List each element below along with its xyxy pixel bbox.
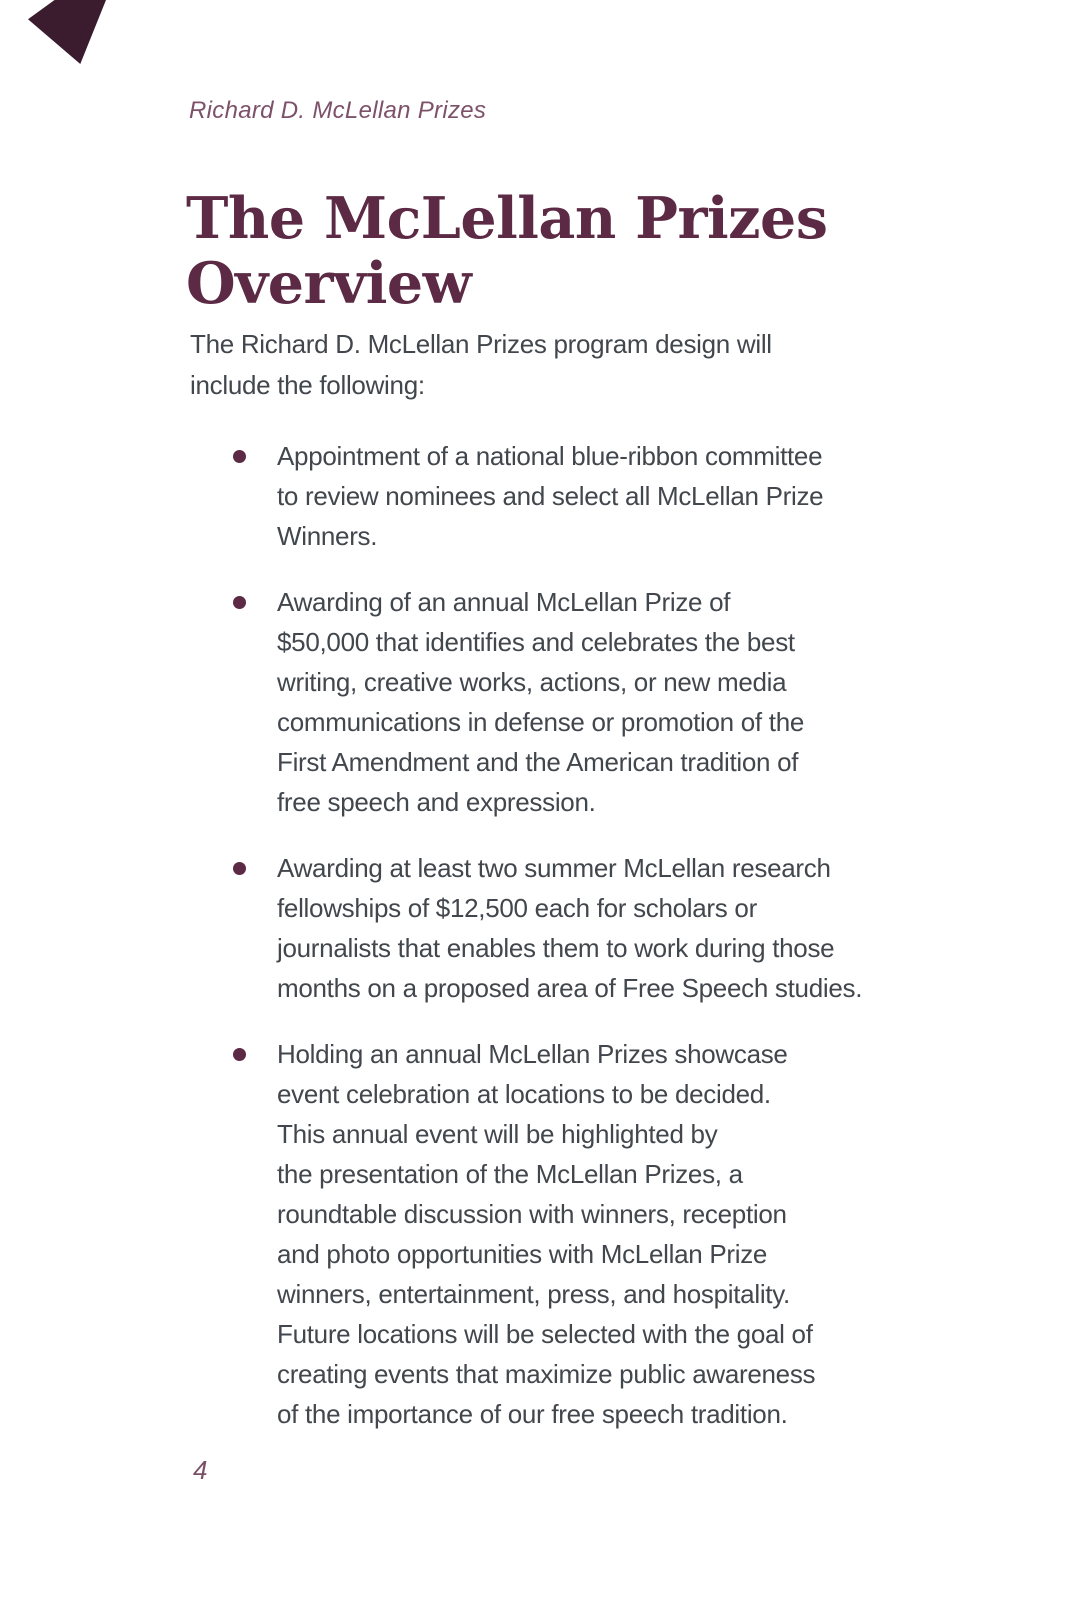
bullet-text-line: to review nominees and select all McLellan Prize xyxy=(277,481,824,511)
bullet-text-line: $50,000 that identifies and celebrates the best xyxy=(277,627,795,657)
bullet-text-line: Future locations will be selected with the goal of xyxy=(277,1319,813,1349)
bullet-text-line: Appointment of a national blue-ribbon committee xyxy=(277,441,823,471)
bullet-dot-icon xyxy=(233,1048,246,1061)
bullet-dot-icon xyxy=(233,596,246,609)
bullet-item xyxy=(233,1034,862,1434)
bullet-item xyxy=(233,848,862,1008)
bullet-text-line: free speech and expression. xyxy=(277,787,596,817)
bullet-dot-icon xyxy=(233,862,246,875)
page-title-line-1: The McLellan Prizes xyxy=(186,185,828,252)
bullet-text-line: This annual event will be highlighted by xyxy=(277,1119,718,1149)
bullet-text-line: fellowships of $12,500 each for scholars or xyxy=(277,893,757,923)
bullet-text xyxy=(277,436,823,556)
bullet-text-line: First Amendment and the American tradition of xyxy=(277,747,799,777)
running-header: Richard D. McLellan Prizes xyxy=(189,97,487,124)
bullet-text xyxy=(277,848,862,1008)
bullet-text-line: event celebration at locations to be decided. xyxy=(277,1079,771,1109)
intro-line-2: include the following: xyxy=(190,370,425,400)
bullet-text xyxy=(277,1034,815,1434)
page-title xyxy=(186,186,827,316)
bullet-text-line: the presentation of the McLellan Prizes, a xyxy=(277,1159,743,1189)
bullet-text-line: Holding an annual McLellan Prizes showcase xyxy=(277,1039,788,1069)
bullet-text-line: journalists that enables them to work during those xyxy=(277,933,835,963)
bullet-text-line: Awarding at least two summer McLellan research xyxy=(277,853,831,883)
bullet-item xyxy=(233,582,862,822)
bullet-text-line: Winners. xyxy=(277,521,378,551)
bullet-text-line: communications in defense or promotion of the xyxy=(277,707,805,737)
bullet-item xyxy=(233,436,862,556)
bullet-dot-icon xyxy=(233,450,246,463)
bullet-text xyxy=(277,582,804,822)
bullet-text-line: roundtable discussion with winners, reception xyxy=(277,1199,787,1229)
intro-line-1: The Richard D. McLellan Prizes program design will xyxy=(190,329,772,359)
page-number: 4 xyxy=(193,1455,208,1485)
intro-paragraph xyxy=(190,324,772,406)
bullet-text-line: of the importance of our free speech tradition. xyxy=(277,1399,788,1429)
bullet-text-line: winners, entertainment, press, and hospitality. xyxy=(277,1279,790,1309)
bullet-text-line: and photo opportunities with McLellan Prize xyxy=(277,1239,768,1269)
corner-decoration-graphic xyxy=(28,0,106,64)
page-title-line-2: Overview xyxy=(186,250,472,317)
bullet-list xyxy=(233,436,862,1460)
bullet-text-line: Awarding of an annual McLellan Prize of xyxy=(277,587,731,617)
bullet-text-line: writing, creative works, actions, or new media xyxy=(277,667,787,697)
bullet-text-line: creating events that maximize public awareness xyxy=(277,1359,816,1389)
bullet-text-line: months on a proposed area of Free Speech studies. xyxy=(277,973,863,1003)
